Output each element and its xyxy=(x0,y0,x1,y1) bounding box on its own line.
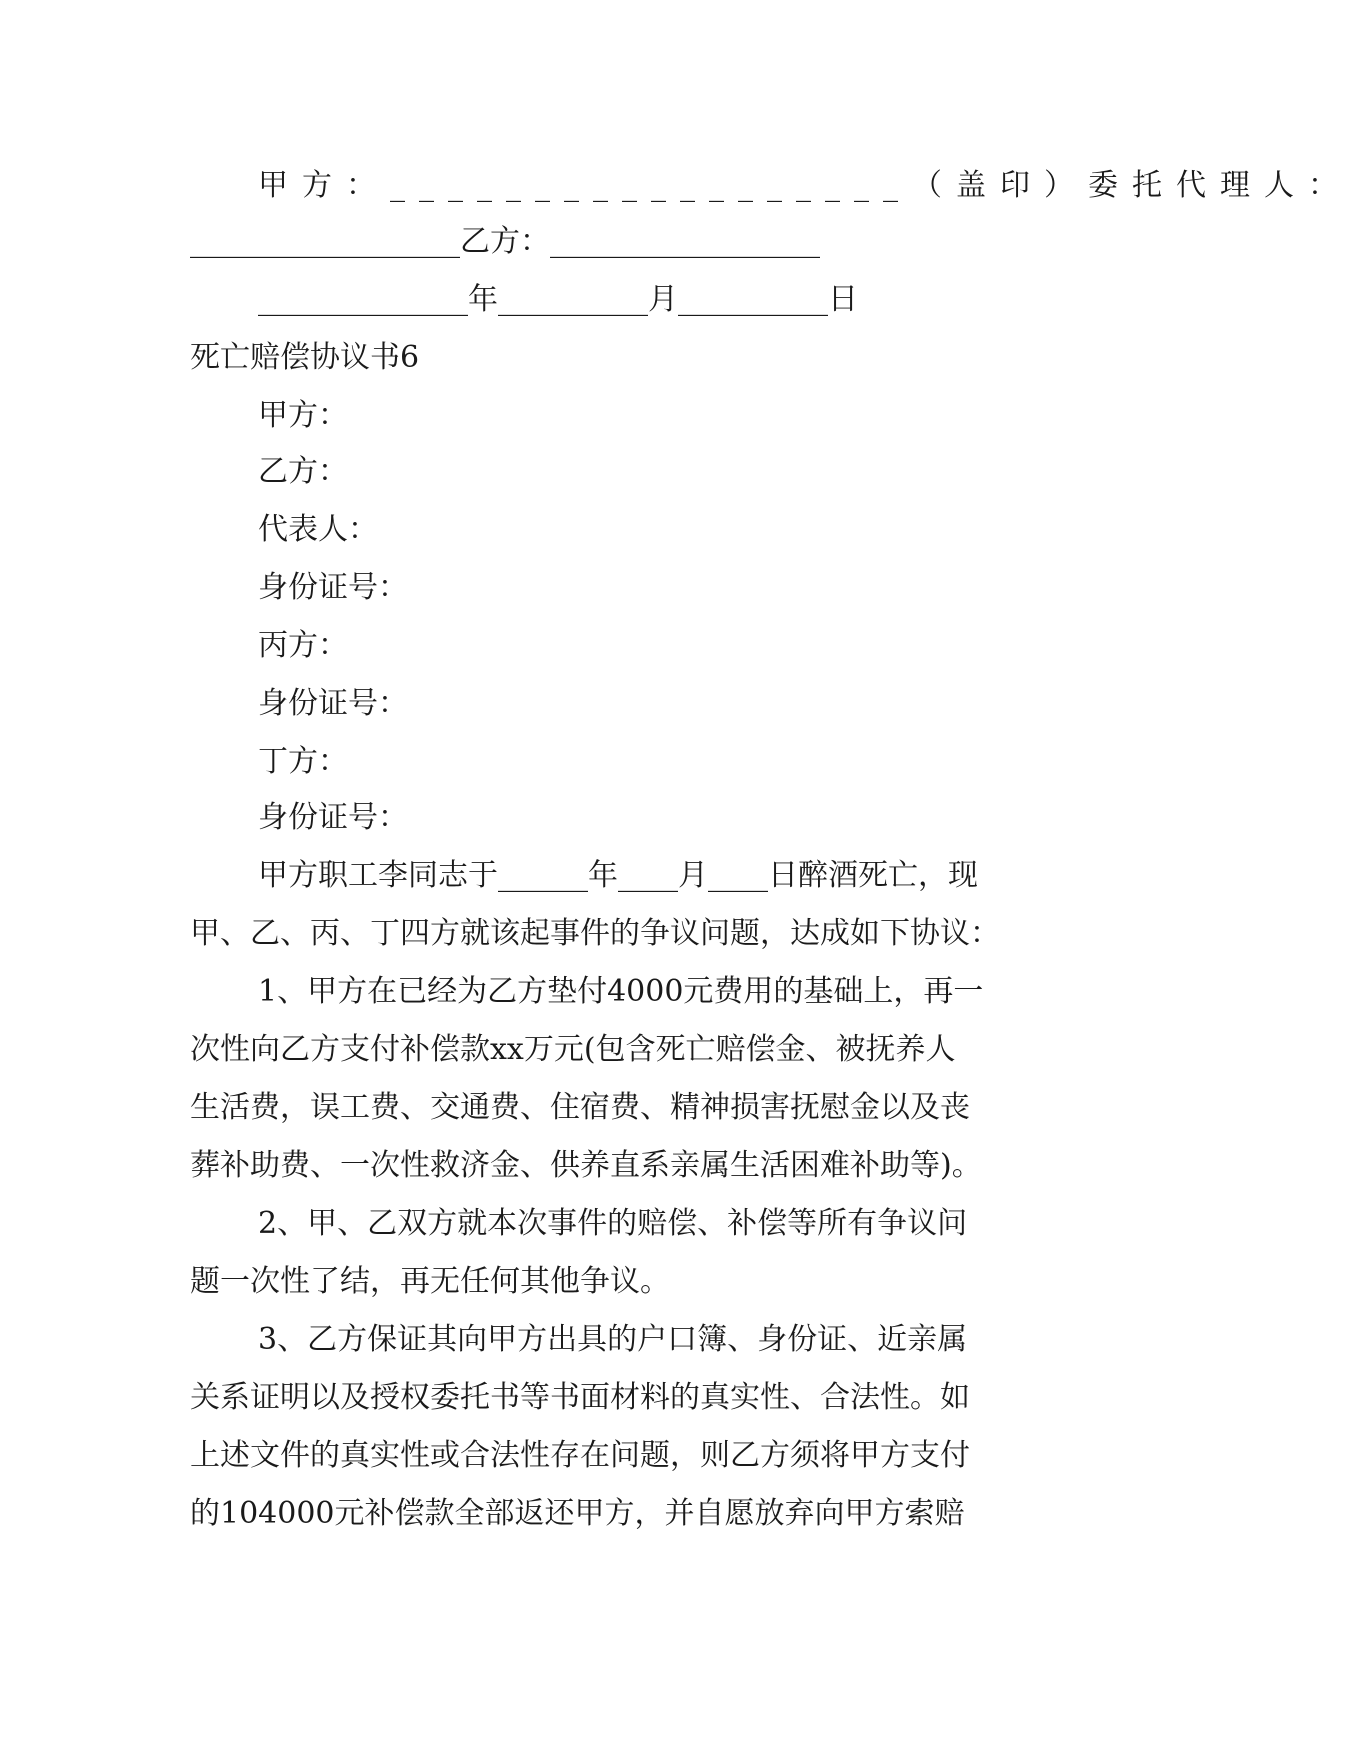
agent-party-b-signature-line: __________________乙方：__________________ xyxy=(190,224,820,259)
clause-2-line: 2、甲、乙双方就本次事件的赔偿、补偿等所有争议问 xyxy=(258,1206,968,1241)
id-number-label: 身份证号： xyxy=(258,800,408,835)
clause-1-line: 次性向乙方支付补偿款xx万元(包含死亡赔偿金、被抚养人 xyxy=(190,1032,956,1067)
date-line: ______________年__________月__________日 xyxy=(258,282,858,317)
party-a-label: 甲方： xyxy=(258,398,348,433)
paragraph-line: 甲方职工李同志于______年____月____日醉酒死亡，现 xyxy=(258,858,978,893)
party-b-label: 乙方： xyxy=(258,454,348,489)
clause-3-line: 3、乙方保证其向甲方出具的户口簿、身份证、近亲属 xyxy=(258,1322,968,1357)
id-number-label: 身份证号： xyxy=(258,570,408,605)
clause-1-line: 生活费，误工费、交通费、住宿费、精神损害抚慰金以及丧 xyxy=(190,1090,970,1125)
clause-3-line: 上述文件的真实性或合法性存在问题，则乙方须将甲方支付 xyxy=(190,1438,970,1473)
clause-3-line: 关系证明以及授权委托书等书面材料的真实性、合法性。如 xyxy=(190,1380,970,1415)
id-number-label: 身份证号： xyxy=(258,686,408,721)
party-c-label: 丙方： xyxy=(258,628,348,663)
clause-3-line: 的104000元补偿款全部返还甲方，并自愿放弃向甲方索赔 xyxy=(190,1496,965,1531)
clause-1-line: 1、甲方在已经为乙方垫付4000元费用的基础上，再一 xyxy=(258,974,984,1009)
clause-1-line: 葬补助费、一次性救济金、供养直系亲属生活困难补助等)。 xyxy=(190,1148,982,1183)
representative-label: 代表人： xyxy=(258,512,378,547)
party-d-label: 丁方： xyxy=(258,744,348,779)
party-a-signature-line: 甲方：__________________（盖印）委托代理人： xyxy=(258,168,1352,203)
document-title: 死亡赔偿协议书6 xyxy=(190,340,420,375)
paragraph-line: 甲、乙、丙、丁四方就该起事件的争议问题，达成如下协议： xyxy=(190,916,1000,951)
clause-2-line: 题一次性了结，再无任何其他争议。 xyxy=(190,1264,670,1299)
